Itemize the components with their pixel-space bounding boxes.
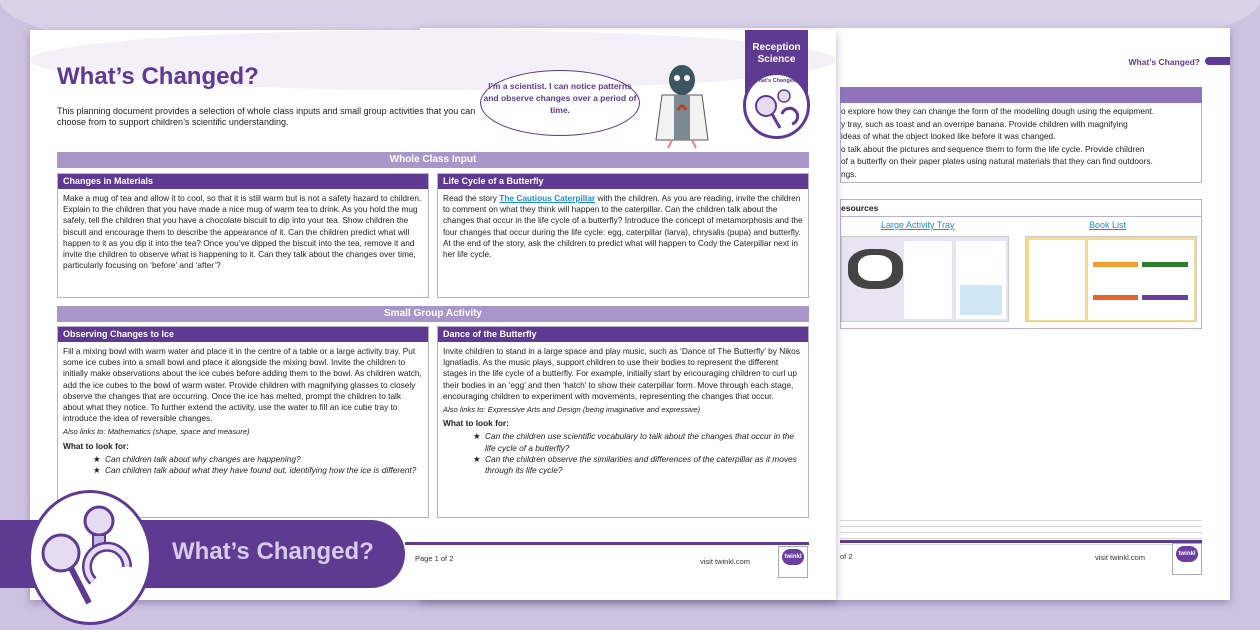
also-links: Also links to: Expressive Arts and Design (being imaginative and expressive) [443, 405, 701, 415]
body-text: Invite children to stand in a large space and play music, such as ‘Dance of The Butterfly’ by Nikos Ignatiadis. As the music plays, support children to use their bodies to represent the different stages in the life cycle of a butterfly. For example, initially start by encouraging children to curl up their bodies in an ‘egg’ and then ‘hatch’ to show their caterpillar form. Move through each stage, encouraging children to experiment with movements, representing the changes that occur. [443, 346, 800, 401]
small-group-activity-heading: Small Group Activity [57, 306, 809, 322]
text-line: ideas of what the object looked like before it was changed. [841, 131, 1056, 141]
badge-line2: Science [757, 54, 796, 65]
reception-science-badge [745, 30, 808, 140]
pigeon-scientist-icon [642, 60, 722, 150]
page-title: What’s Changed? [57, 63, 259, 90]
badge-arc-text: What’s Changed? [753, 78, 800, 84]
box-title: Changes in Materials [58, 174, 428, 189]
topic-logo [28, 490, 152, 625]
text-line: of a butterfly on their paper plates using natural materials that they can find outdoors. [841, 156, 1153, 166]
large-activity-tray-thumbnail[interactable] [841, 236, 1009, 322]
twinkl-logo: twinkl [778, 546, 808, 578]
what-to-look-for: What to look for: [443, 418, 509, 429]
whole-class-input-heading: Whole Class Input [57, 152, 809, 168]
body-text: Read the story [443, 193, 500, 203]
twinkl-link[interactable]: visit twinkl.com [700, 557, 751, 566]
twinkl-logo: twinkl [1172, 543, 1202, 575]
page-header-title: What’s Changed? [1128, 57, 1200, 67]
intro-text: This planning document provides a selection of whole class inputs and small group activities that you can choose from to support children’s scientific understanding. [57, 106, 476, 127]
page-number: of 2 [840, 552, 853, 561]
body-text: Fill a mixing bowl with warm water and place it in the centre of a table or a large activity tray. Put some ice cubes into a small bowl and place it alongside the mixing bowl. Invite the children to initially make observations about the ice cubes before adding them to the bowl. As children watch, add the ice cubes to the bowl of warm water. Provide children with magnifying glasses to closely observe the changes that are occurring. Once the ice has melted, prompt the children to talk about what they notice. To further extend the activity, use the water to fill an ice cube tray to introduce the idea of reversible changes. [63, 346, 422, 424]
look-for-item: ★ Can the children observe the similarities and differences of the caterpillar as it moves through its life cycle? [473, 454, 803, 476]
page-number: Page 1 of 2 [415, 554, 454, 563]
box-body [438, 342, 808, 480]
resources-label: esources [841, 200, 1201, 217]
badge-line1: Reception [752, 42, 801, 53]
disclaimer-text [840, 518, 1202, 548]
body-text: with the children. As you are reading, invite the children to comment on what they think will happen to the caterpillar. Can the children talk about the changes that occur in the life cycle of a butterfly? Introduce the concept of metamorphosis and the four changes that occur during the life cycle: egg, caterpillar (larva), chrysalis (pupa) and butterfly. At the end of the story, ask the children to predict what will happen to Cody the Caterpillar next in her life cycle. [443, 193, 803, 260]
box-title: Dance of the Butterfly [438, 327, 808, 342]
box-title: Life Cycle of a Butterfly [438, 174, 808, 189]
life-cycle-box [437, 173, 809, 298]
cautious-caterpillar-link[interactable]: The Cautious Caterpillar [499, 193, 596, 203]
look-for-item: ★ Can the children use scientific vocabulary to talk about the changes that occur in the life cycle of a butterfly? [473, 431, 803, 453]
also-links: Also links to: Mathematics (shape, space and measure) [63, 427, 250, 437]
book-list-link[interactable]: Book List [1089, 220, 1127, 230]
header-tab [1205, 57, 1230, 65]
resources-box [840, 199, 1202, 329]
text-line: ngs. [841, 168, 857, 179]
look-for-item: ★ Can children talk about why changes are happening? [93, 454, 423, 465]
changes-in-materials-box [57, 173, 429, 298]
text-line: y tray, such as toast and an overripe banana. Provide children with magnifying [841, 118, 1128, 129]
magnifier-bulb-magnet-icon [31, 493, 149, 622]
observing-ice-box [57, 326, 429, 518]
magnifier-bulb-magnet-icon [746, 84, 806, 134]
activity-text-box [840, 103, 1202, 183]
text-line: o explore how they can change the form of the modelling dough using the equipment. [841, 106, 1155, 116]
banner-title: What’s Changed? [172, 538, 374, 565]
large-activity-tray-link[interactable]: Large Activity Tray [881, 220, 955, 230]
section-bar [840, 87, 1202, 103]
what-to-look-for: What to look for: [63, 440, 129, 451]
box-body: Make a mug of tea and allow it to cool, so that it is still warm but is not a safety hazard to children. Explain to the children that you have made a nice mug of warm tea to drink. As you hold the mug safely, tell the children that you have a chocolate biscuit to dip into your tea. Show children the biscuit and encourage them to describe the appearance of it. Can the children predict what will happen to it as you dip it into the tea? Once you’ve dipped the biscuit into the tea, remove it and invite the children to observe what is happening to it. Can they talk about the changes over time, particularly focusing on ‘before’ and ‘after’? [63, 193, 422, 271]
look-for-item: ★ Can children talk about what they have found out, identifying how the ice is different? [93, 465, 423, 476]
document-page-1 [30, 30, 836, 600]
footer-line [405, 542, 809, 545]
text-line: o talk about the pictures and sequence them to form the life cycle. Provide children [841, 143, 1145, 154]
book-list-thumbnail[interactable] [1025, 236, 1197, 322]
footer-line [840, 540, 1202, 543]
badge-circle [743, 72, 810, 139]
speech-bubble: I’m a scientist. I can notice patterns and observe changes over a period of time. [480, 70, 640, 136]
twinkl-link[interactable]: visit twinkl.com [1095, 553, 1146, 562]
box-body [58, 342, 428, 480]
box-body [438, 189, 808, 264]
box-title: Observing Changes to Ice [58, 327, 428, 342]
dance-butterfly-box [437, 326, 809, 518]
